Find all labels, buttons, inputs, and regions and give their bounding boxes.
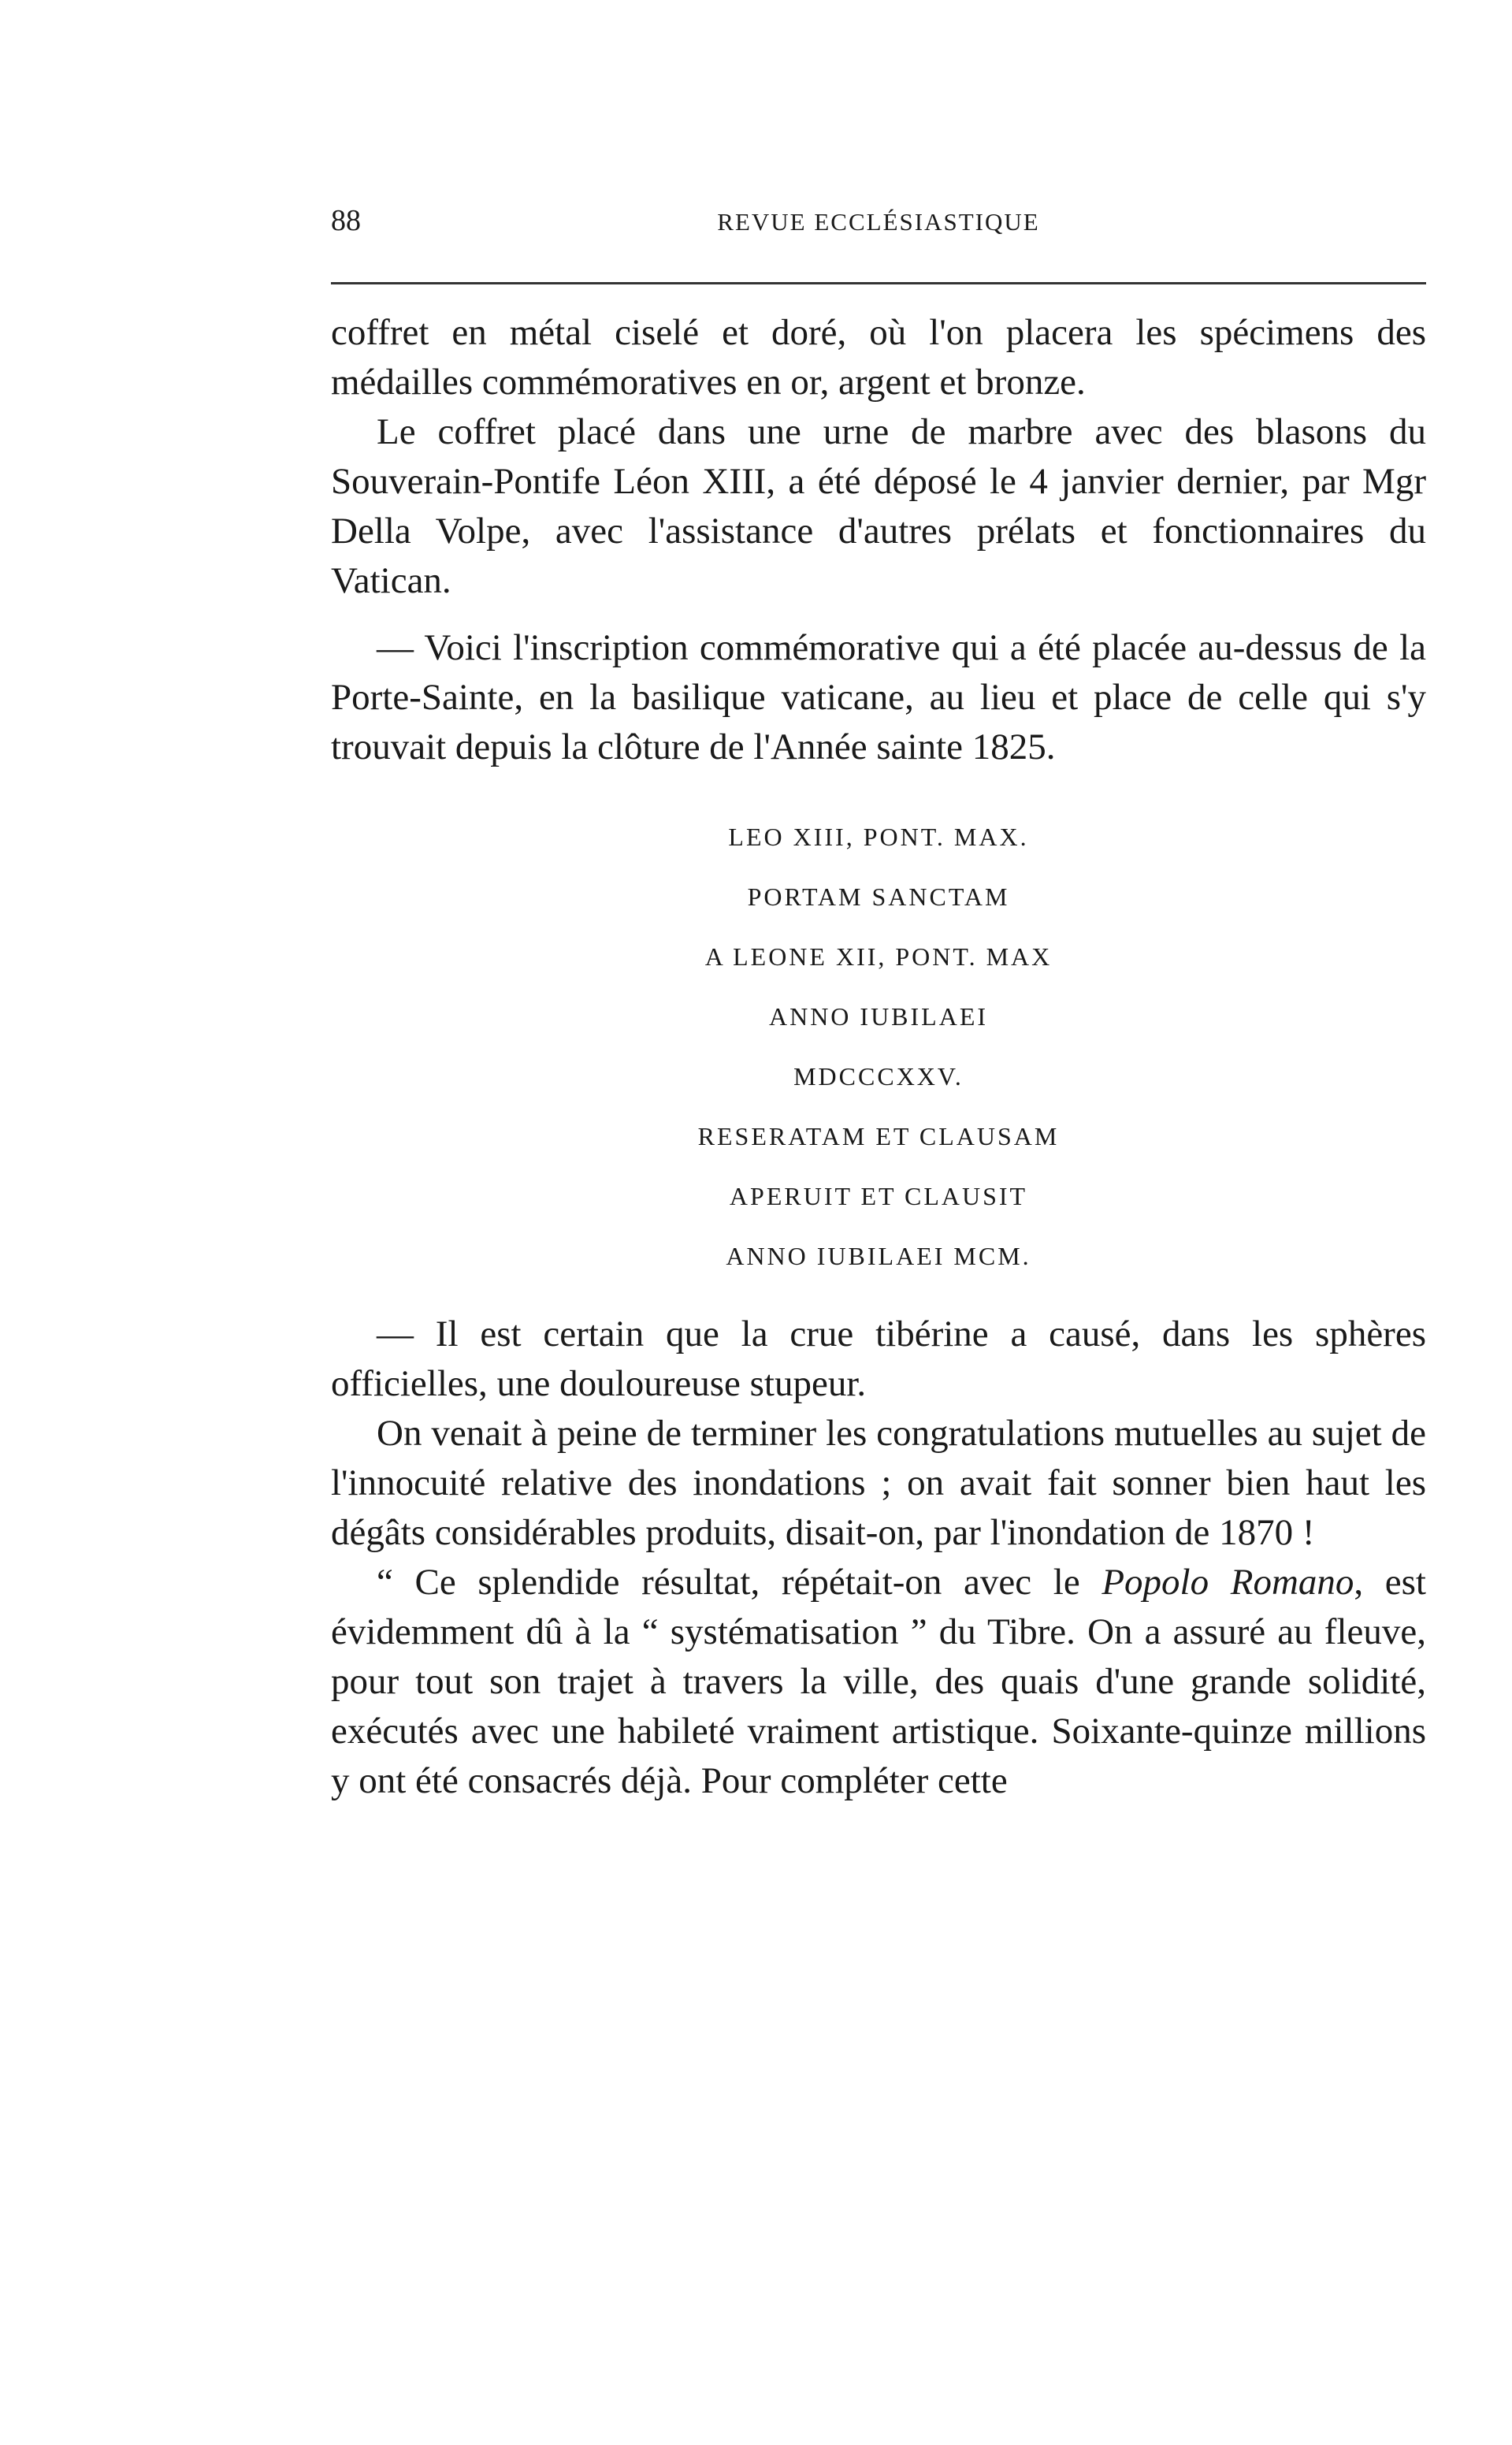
paragraph-inscription-intro: — Voici l'inscription commémorative qui a été placée au-dessus de la Porte-Sainte, en la basilique vaticane, au lieu et place de celle qui s'y trouvait depuis la clôture de l'Année sainte 1825. (331, 627, 1426, 767)
inscription-line: RESERATAM ET CLAUSAM (697, 1122, 1060, 1150)
book-page (331, 197, 1426, 1806)
text-after-italic: , est évidemment dû à la “ systématisation ” du Tibre. On a assuré au fleuve, pour tout son trajet à travers la ville, des quais d'une grande solidité, exécutés avec une habileté vraiment artistique. Soixante-quinze millions y ont été consacrés déjà. Pour compléter cette (331, 1562, 1426, 1801)
inscription-line: A LEONE XII, PONT. MAX (704, 942, 1053, 971)
inscription-line: MDCCCXXV. (793, 1062, 964, 1091)
paragraph-crue: — Il est certain que la crue tibérine a causé, dans les sphères officielles, une douloureuse stupeur. (331, 1314, 1426, 1404)
paragraph-continuation: coffret en métal ciselé et doré, où l'on placera les spécimens des médailles commémoratives en or, argent et bronze. (331, 312, 1426, 403)
newspaper-title: Popolo Romano (1101, 1562, 1354, 1603)
inscription-block (331, 807, 1426, 1286)
running-head (331, 197, 1426, 244)
inscription-line: ANNO IUBILAEI (768, 1002, 989, 1031)
header-rule (331, 282, 1426, 284)
text-before-italic: “ Ce splendide résultat, répétait-on avec le (377, 1562, 1102, 1603)
paragraph-popolo-romano (331, 1558, 1426, 1806)
running-title: REVUE ECCLÉSIASTIQUE (717, 208, 1040, 236)
page-body (331, 308, 1426, 1806)
page-number: 88 (331, 204, 361, 237)
inscription-line: APERUIT ET CLAUSIT (729, 1182, 1028, 1210)
inscription-line: LEO XIII, PONT. MAX. (728, 823, 1029, 851)
inscription-line: ANNO IUBILAEI MCM. (726, 1242, 1031, 1270)
inscription-line: PORTAM SANCTAM (747, 883, 1010, 911)
paragraph-congratulations: On venait à peine de terminer les congratulations mutuelles au sujet de l'innocuité relative des inondations ; on avait fait sonner bien haut les dégâts considérables produits, disait-on, par l'inondation de 1870 ! (331, 1413, 1426, 1553)
paragraph-coffret: Le coffret placé dans une urne de marbre avec des blasons du Souverain-Pontife Léon XIII, a été déposé le 4 janvier dernier, par Mgr Della Volpe, avec l'assistance d'autres prélats et fonctionnaires du Vatican. (331, 411, 1426, 601)
